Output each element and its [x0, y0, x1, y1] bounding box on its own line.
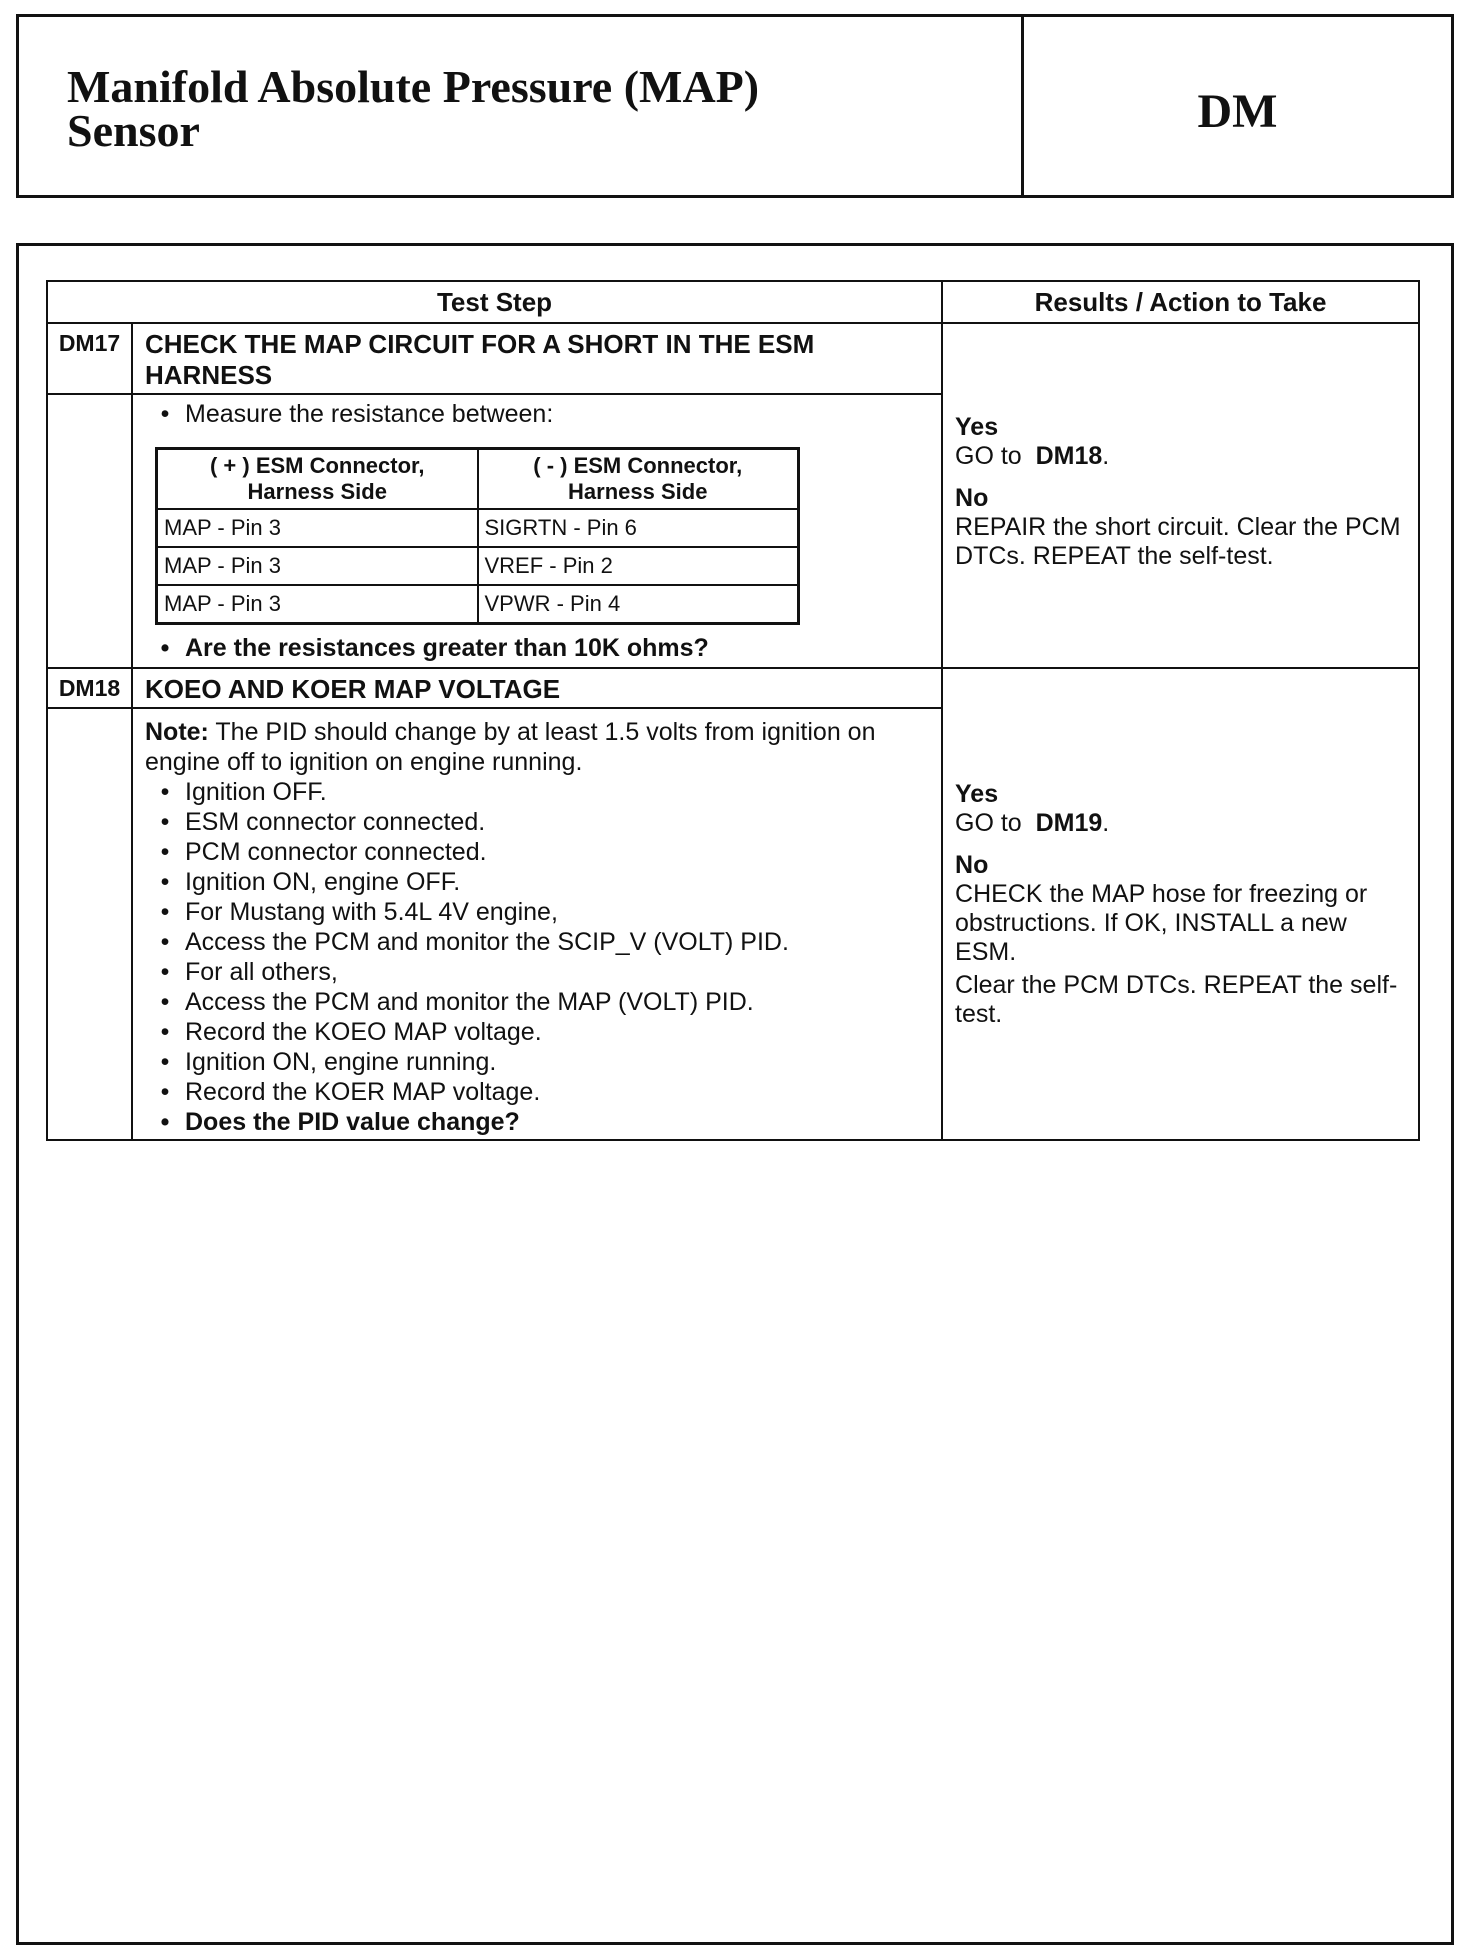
col-header-test-step: Test Step: [47, 281, 942, 323]
result-no-text-1: CHECK the MAP hose for freezing or obstructions. If OK, INSTALL a new ESM.: [955, 880, 1368, 966]
step-question-dm17: • Are the resistances greater than 10K ohms?: [160, 634, 709, 662]
list-item: • Ignition OFF.: [160, 778, 327, 806]
step-number-spacer: [47, 708, 132, 1140]
result-no-text: REPAIR the short circuit. Clear the PCM DTCs. REPEAT the self-test.: [955, 513, 1401, 570]
test-step-table: [46, 280, 1420, 1141]
step-title-dm17: CHECK THE MAP CIRCUIT FOR A SHORT IN THE ESM HARNESS: [132, 323, 942, 394]
col-header-results: Results / Action to Take: [942, 281, 1419, 323]
list-item: • Access the PCM and monitor the SCIP_V (VOLT) PID.: [160, 928, 789, 956]
connector-plus-cell: MAP - Pin 3: [157, 509, 478, 547]
step-dm18-title-row: [47, 668, 1419, 708]
table-row: [157, 547, 799, 585]
list-item: • PCM connector connected.: [160, 838, 487, 866]
connector-minus-cell: VPWR - Pin 4: [478, 585, 799, 624]
page-header: [16, 14, 1454, 198]
result-dm18: [942, 668, 1419, 1140]
section-code: DM: [1197, 84, 1278, 138]
page-title-line1: Manifold Absolute Pressure (MAP): [67, 61, 760, 112]
list-item: • Measure the resistance between:: [160, 400, 554, 428]
step-number-dm18: DM18: [47, 668, 132, 708]
connector-table-header: [157, 449, 799, 510]
table-row: [157, 509, 799, 547]
connector-col-minus: ( - ) ESM Connector, Harness Side: [478, 449, 799, 510]
step-body-dm18: [132, 708, 942, 1140]
page-title-line2: Sensor: [67, 105, 200, 156]
connector-plus-cell: MAP - Pin 3: [157, 547, 478, 585]
list-item: • Ignition ON, engine OFF.: [160, 868, 461, 896]
connector-col-plus: ( + ) ESM Connector, Harness Side: [157, 449, 478, 510]
result-no-label: No: [955, 851, 989, 879]
list-item: • ESM connector connected.: [160, 808, 486, 836]
connector-table: [155, 447, 800, 625]
step-title-dm18: KOEO AND KOER MAP VOLTAGE: [132, 668, 942, 708]
step-body-dm17: [132, 394, 942, 668]
step-number-dm17: DM17: [47, 323, 132, 394]
page-title: [19, 17, 1024, 195]
step-number-spacer: [47, 394, 132, 668]
list-item: • Access the PCM and monitor the MAP (VOLT) PID.: [160, 988, 754, 1016]
goto-dm18-link[interactable]: DM18: [1035, 442, 1103, 470]
result-yes-label: Yes: [955, 413, 999, 441]
result-yes-label: Yes: [955, 780, 999, 808]
result-no-label: No: [955, 484, 989, 512]
connector-minus-cell: VREF - Pin 2: [478, 547, 799, 585]
step-question-dm18: • Does the PID value change?: [160, 1108, 520, 1136]
list-item: • For Mustang with 5.4L 4V engine,: [160, 898, 558, 926]
table-row: [157, 585, 799, 624]
result-no-text-2: Clear the PCM DTCs. REPEAT the self-test.: [955, 971, 1398, 1028]
result-yes-text: GO to DM18.: [955, 442, 1110, 470]
result-yes-text: GO to DM19.: [955, 809, 1110, 837]
goto-dm19-link[interactable]: DM19: [1035, 809, 1103, 837]
list-item: • For all others,: [160, 958, 338, 986]
result-dm17: [942, 323, 1419, 668]
connector-plus-cell: MAP - Pin 3: [157, 585, 478, 624]
list-item: • Record the KOEO MAP voltage.: [160, 1018, 542, 1046]
connector-minus-cell: SIGRTN - Pin 6: [478, 509, 799, 547]
step-dm17-title-row: [47, 323, 1419, 394]
list-item: • Record the KOER MAP voltage.: [160, 1078, 541, 1106]
list-item: • Ignition ON, engine running.: [160, 1048, 497, 1076]
step-note-dm18: Note: The PID should change by at least 1.5 volts from ignition on engine off to ignition on engine running.: [145, 718, 876, 776]
table-header-row: [47, 281, 1419, 323]
